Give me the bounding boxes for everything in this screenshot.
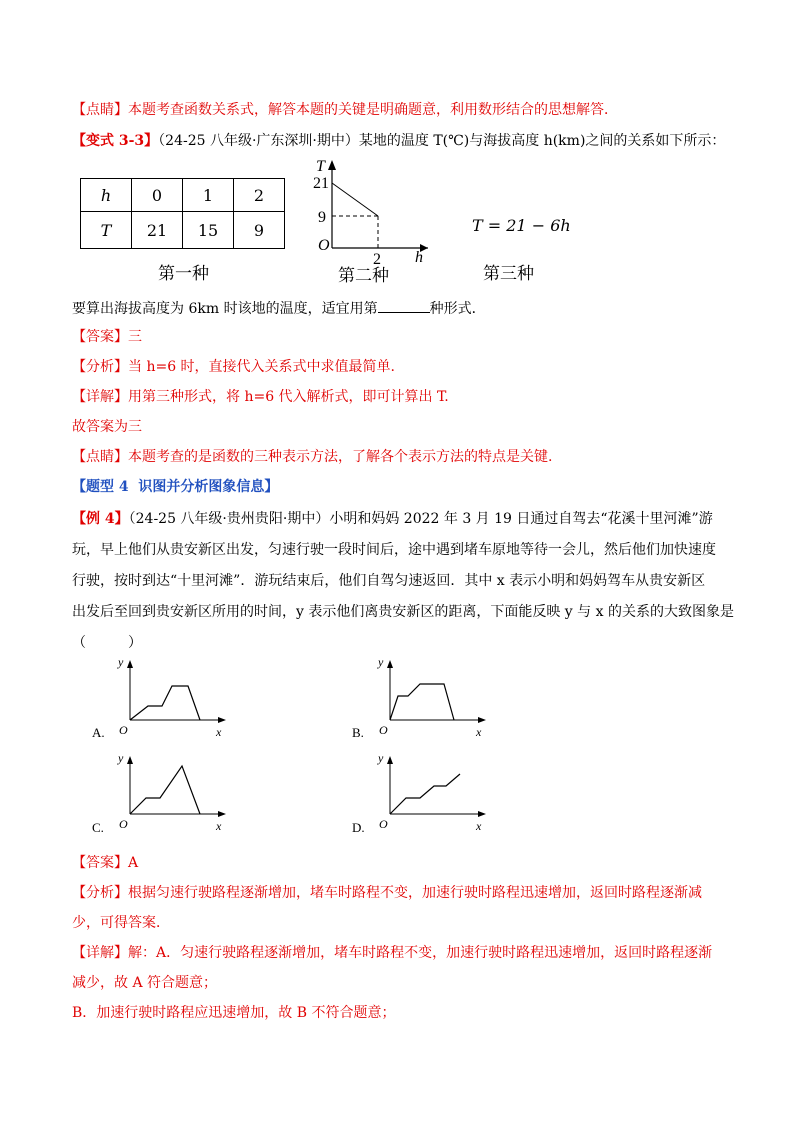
- axis-label-x: x: [216, 725, 222, 739]
- analysis-line-2b: 少，可得答案．: [72, 915, 170, 931]
- table-cell: 1: [183, 179, 234, 212]
- table-cell: T: [81, 212, 132, 249]
- section-tag: 【题型 4: [72, 479, 129, 495]
- table-cell: 2: [234, 179, 285, 212]
- dianjing-line-1: [72, 99, 618, 119]
- answer-text: 三: [128, 329, 142, 345]
- answer-text: A: [128, 855, 139, 871]
- table-caption: 第一种: [158, 264, 209, 284]
- formula: T = 21 − 6h: [472, 216, 571, 235]
- dianjing-tag: 【点睛】: [72, 102, 128, 118]
- section-title: 识图并分析图象信息】: [138, 479, 279, 495]
- axis-label-h: h: [415, 249, 423, 266]
- detail-line-1: [72, 386, 449, 406]
- dianjing-text: 本题考查函数关系式，解答本题的关键是明确题意，利用数形结合的思想解答．: [128, 102, 618, 118]
- example-line-4: 出发后至回到贵安新区所用的时间，y 表示他们离贵安新区的距离，下面能反映 y 与 x 的关系的大致图象是: [72, 604, 734, 620]
- example-tag: 【例 4】: [72, 511, 129, 527]
- option-d-label: D.: [352, 820, 365, 835]
- origin-label: O: [119, 817, 128, 831]
- tick-2: 2: [373, 251, 381, 268]
- variant-text: （24-25 八年级·广东深圳·期中）某地的温度 T(℃)与海拔高度 h(km)之间的关系如下所示：: [158, 133, 726, 149]
- axis-label-y: y: [378, 655, 384, 669]
- dianjing-text: 本题考查的是函数的三种表示方法，了解各个表示方法的特点是关键.: [128, 449, 553, 465]
- option-b-label: B.: [352, 725, 364, 740]
- table-cell: 15: [183, 212, 234, 249]
- question-before: 要算出海拔高度为 6km 时该地的温度，适宜用第: [72, 301, 378, 317]
- table-cell: 21: [132, 212, 183, 249]
- detail-text: 解：A．匀速行驶路程逐渐增加，堵车时路程不变，加速行驶时路程迅速增加，返回时路程逐渐: [128, 945, 713, 961]
- axis-label-x: x: [216, 819, 222, 833]
- answer-blank: [378, 298, 430, 313]
- dianjing-line-2: [72, 446, 552, 466]
- example-text: （24-25 八年级·贵州贵阳·期中）小明和妈妈 2022 年 3 月 19 日通过自驾去“花溪十里河滩”游: [128, 511, 713, 527]
- value-table: [80, 178, 285, 249]
- option-b-explanation: B．加速行驶时路程应迅速增加，故 B 不符合题意；: [72, 1005, 396, 1021]
- example-line-5: （ ）: [72, 635, 142, 651]
- section-heading: [72, 476, 278, 496]
- origin-label: O: [379, 723, 388, 737]
- analysis-tag: 【分析】: [72, 885, 128, 901]
- axis-label-x: x: [476, 819, 482, 833]
- tick-9: 9: [318, 209, 326, 226]
- variant-line: [72, 130, 725, 150]
- question-line: [72, 298, 486, 318]
- option-c-label: C.: [92, 820, 104, 835]
- question-after: 种形式．: [429, 301, 486, 317]
- option-a-label: A.: [92, 725, 105, 740]
- answer-line-1: [72, 326, 142, 346]
- formula-caption: 第三种: [483, 264, 534, 284]
- answer-tag: 【答案】: [72, 329, 128, 345]
- example-line-2: 玩，早上他们从贵安新区出发，匀速行驶一段时间后，途中遇到堵车原地等待一会儿，然后他们加快速度: [72, 542, 716, 558]
- analysis-line-2a: [72, 882, 702, 902]
- conclusion-line: 故答案为三: [72, 419, 142, 435]
- variant-tag: 【变式 3-3】: [72, 133, 159, 149]
- answer-tag: 【答案】: [72, 855, 128, 871]
- detail-text: 用第三种形式，将 h=6 代入解析式，即可计算出 T.: [128, 389, 449, 405]
- table-cell: h: [81, 179, 132, 212]
- analysis-tag: 【分析】: [72, 359, 128, 375]
- option-a-graph: [88, 650, 238, 745]
- dianjing-tag: 【点睛】: [72, 449, 128, 465]
- analysis-line-1: [72, 356, 395, 376]
- table-cell: 0: [132, 179, 183, 212]
- option-b-graph: [348, 650, 498, 745]
- axis-label-y: y: [118, 655, 124, 669]
- option-c-graph: [88, 746, 238, 838]
- analysis-text: 根据匀速行驶路程逐渐增加，堵车时路程不变，加速行驶时路程迅速增加，返回时路程逐渐减: [128, 885, 702, 901]
- detail-tag: 【详解】: [72, 945, 128, 961]
- graph-caption: 第二种: [338, 266, 389, 286]
- analysis-text: 当 h=6 时，直接代入关系式中求值最简单.: [128, 359, 396, 375]
- detail-line-2a: [72, 942, 712, 962]
- example-line-1: [72, 508, 713, 528]
- answer-line-2: [72, 852, 138, 872]
- origin-label: O: [318, 237, 330, 254]
- tick-21: 21: [313, 175, 329, 192]
- detail-line-2b: 减少，故 A 符合题意；: [72, 975, 218, 991]
- axis-label-y: y: [118, 751, 124, 765]
- origin-label: O: [119, 723, 128, 737]
- example-line-3: 行驶，按时到达“十里河滩”．游玩结束后，他们自驾匀速返回．其中 x 表示小明和妈妈驾车从贵安新区: [72, 573, 706, 589]
- detail-tag: 【详解】: [72, 389, 128, 405]
- option-d-graph: [348, 746, 498, 838]
- axis-label-y: y: [378, 751, 384, 765]
- table-cell: 9: [234, 212, 285, 249]
- axis-label-x: x: [476, 725, 482, 739]
- axis-label-t: T: [316, 158, 325, 175]
- origin-label: O: [379, 817, 388, 831]
